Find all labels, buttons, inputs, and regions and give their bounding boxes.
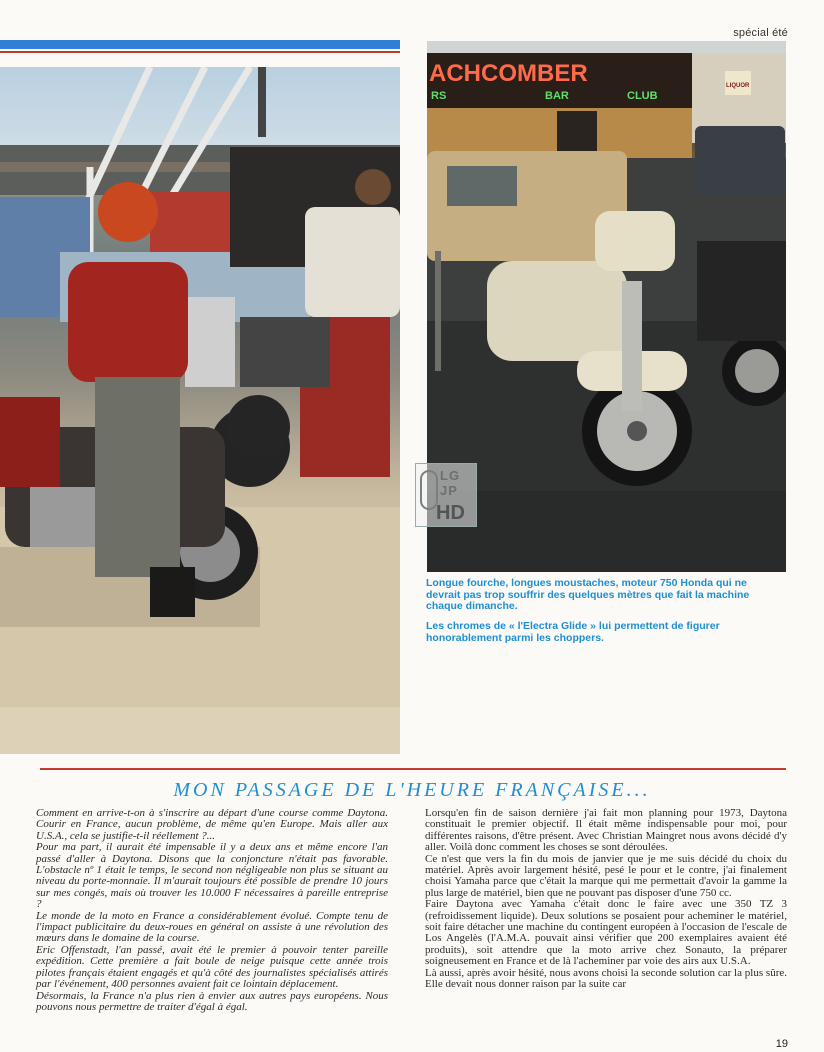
- sign-bar: BAR: [545, 90, 569, 102]
- article-paragraph: Pour ma part, il aurait été impensable il y a deux ans et même encore l'an passé d'aller à Daytona. Disons que la conjoncture n'était pas favorable. L'obstacle nº 1 était le temps, le second non négligeable non plus se situant au niveau du porte-monnaie. Il m'aurait toujours été possible de prendre 10 jours sur mes congés, mais où trouver les 10.000 F nécessaires à pareille entreprise ?: [36, 841, 388, 911]
- photo-electra-glide: [427, 41, 786, 572]
- article-paragraph: Désormais, la France n'a plus rien à envier aux autres pays européens. Nous pouvons nous permettre de traiter d'égal à égal.: [36, 989, 388, 1013]
- article-paragraph: Ce n'est que vers la fin du mois de janvier que je me suis décidé du choix du matériel. Après avoir largement hésité, pesé le pour et le contre, j'ai finalement choisi Yamaha parce que c'était la marque qui me permettait d'avoir la gamme la plus large de matériel, bien que ne pouvant pas disposer d'une 750 cc.: [425, 852, 787, 899]
- article-column-right: [425, 808, 787, 991]
- watermark-line-1: LG: [440, 468, 461, 483]
- section-tag: spécial été: [733, 27, 788, 39]
- sign-liquor: LIQUOR: [726, 83, 750, 89]
- page-number: 19: [775, 1038, 788, 1050]
- photo-paddock-riders: [0, 67, 400, 754]
- article-paragraph: Eric Offenstadt, l'an passé, avait été le premier à pouvoir tenter pareille expédition. Cette première a fait boule de neige puisque cette année trois pilotes français étaient engagés et qu'à côté des journalistes spécialisés attirés par l'événement, 400 personnes avaient fait ce lointain déplacement.: [36, 943, 388, 991]
- article-paragraph: Lorsqu'en fin de saison dernière j'ai fait mon planning pour 1973, Daytona constituait le premier objectif. Il était même indispensable pour moi, pour différentes raisons, d'être présent. Avec Christian Maingret nous avons décidé d'y aller. Voilà donc comment les choses se sont déroulées.: [425, 807, 787, 854]
- article-paragraph: Comment en arrive-t-on à s'inscrire au départ d'une course comme Daytona. Courir en France, aucun problème, de même qu'en Europe. Mais aller aux U.S.A., cela se justifie-t-il réellement ?...: [36, 807, 388, 842]
- sign-rs: RS: [431, 90, 447, 102]
- top-red-rule: [0, 51, 400, 53]
- sign-beachcomber: ACHCOMBER: [429, 60, 588, 87]
- sign-club: CLUB: [627, 90, 658, 102]
- article-headline: MON PASSAGE DE L'HEURE FRANÇAISE...: [173, 779, 651, 801]
- headline-rule: [40, 768, 786, 770]
- photo-caption-1: Longue fourche, longues moustaches, moteur 750 Honda qui ne devrait pas trop souffrir des quelques mètres que fait la machine chaque dimanche.: [426, 577, 750, 612]
- photo-caption-2: Les chromes de « l'Electra Glide » lui permettent de figurer honorablement parmi les choppers.: [426, 620, 720, 644]
- top-blue-rule: [0, 40, 400, 49]
- article-paragraph: Faire Daytona avec Yamaha c'était donc le faire avec une 350 TZ 3 (refroidissement liquide). Deux solutions se posaient pour acheminer le matériel, soit faire détacher une machine du contingent européen à l'occasion de l'escale de Los Angelès (l'A.M.A. pouvait ainsi vérifier que 200 exemplaires avaient été produits), soit attendre que la moto arrive chez Sonauto, la préparer soigneusement en France et de là l'acheminer par voie des airs aux U.S.A.: [425, 898, 787, 968]
- watermark-logo: [415, 463, 477, 527]
- photo-paddock-drawing: [0, 67, 400, 754]
- article-paragraph: Là aussi, après avoir hésité, nous avons choisi la seconde solution car la plus sûre. Elle devait nous donner raison par la suite car: [425, 966, 787, 991]
- watermark-line-3: HD: [436, 502, 465, 524]
- article-paragraph: Le monde de la moto en France a considérablement évolué. Compte tenu de l'impact publicitaire du deux-roues en général on assiste à une révolution des mœurs dans le domaine de la course.: [36, 909, 388, 945]
- article-column-left: [36, 808, 388, 1013]
- watermark-line-2: JP: [440, 483, 458, 498]
- photo-electra-glide-drawing: [427, 41, 786, 572]
